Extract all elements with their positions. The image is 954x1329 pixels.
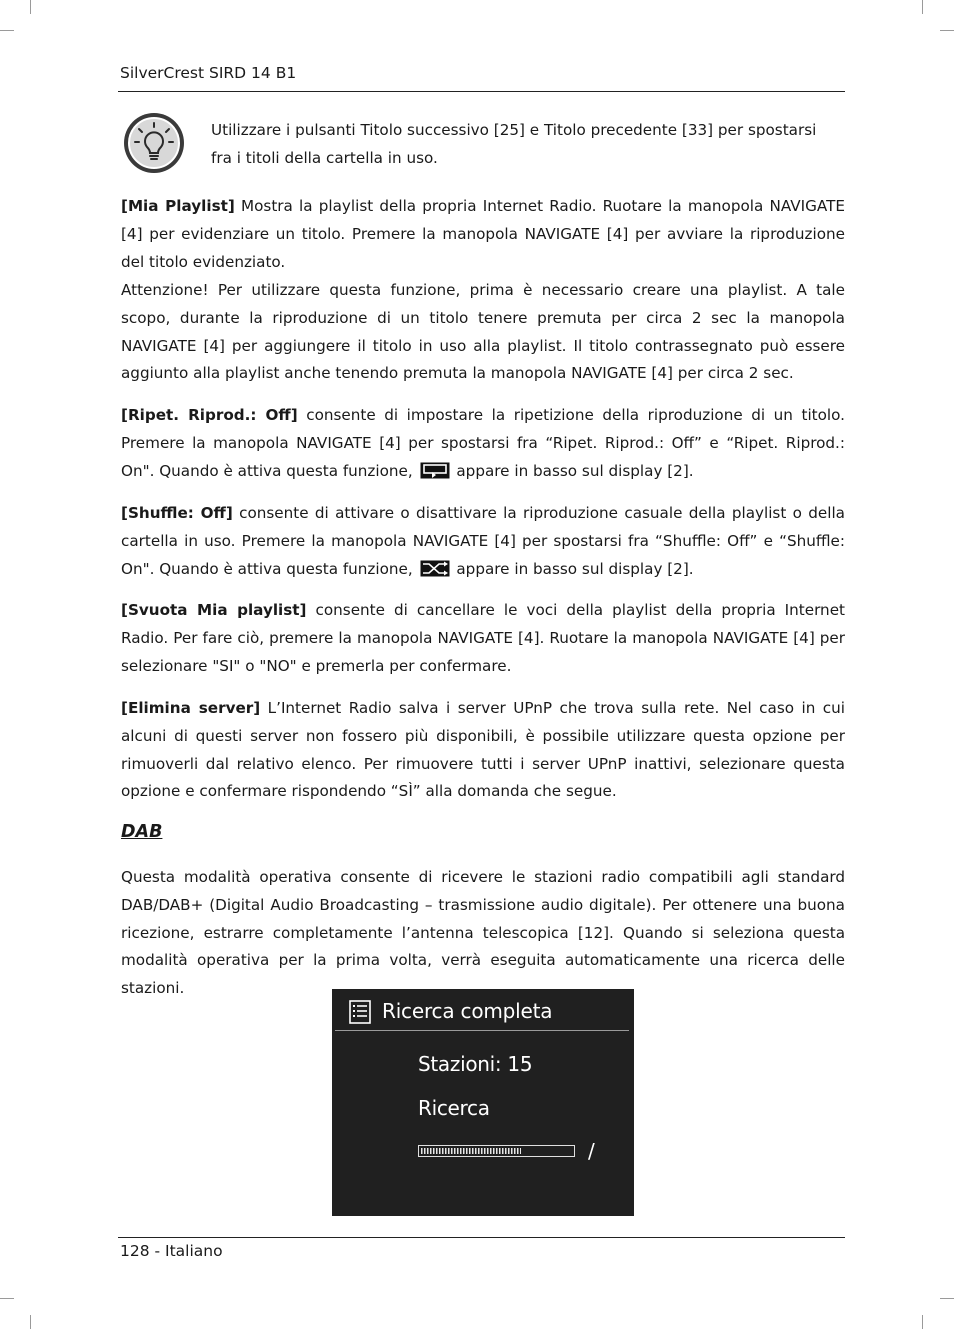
repeat-icon [420,462,450,479]
crop-mark [922,0,923,14]
radio-display [332,989,634,1216]
shuffle-paragraph [121,500,845,583]
repeat-text-after: appare in basso sul display [2]. [451,461,694,480]
shuffle-text-after: appare in basso sul display [2]. [451,559,694,578]
display-stations: Stazioni: 15 [418,1052,533,1076]
dab-paragraph: Questa modalità operativa consente di ricevere le stazioni radio compatibili agli standard DAB/DAB+ (Digital Audio Broadcasting – trasmissione audio digitale). Per ottenere una buona ricezione, estrarre completamente l’antenna telescopica [12]. Quando si seleziona questa modalità operativa per la prima volta, verrà eseguita automaticamente una ricerca delle stazioni. [121,868,845,998]
shuffle-text: consente di attivare o disattivare la riproduzione casuale della playlist o della cartella in uso. Premere la manopola NAVIGATE [4] per spostarsi fra “Shuffle: Off” e “Shuffle: On". Quando è attiva questa funzione, [121,504,845,578]
shuffle-icon [420,560,450,577]
scan-spinner: / [588,1139,595,1163]
crop-mark [30,0,31,14]
crop-mark [922,1315,923,1329]
footer-page-number: 128 - Italiano [120,1242,223,1260]
clear-playlist-text: consente di cancellare le voci della playlist della propria Internet Radio. Per fare ciò, premere la manopola NAVIGATE [4]. Ruotare la manopola NAVIGATE [4] per selezionare "SI" o "NO" e premerla per confermare. [121,601,845,675]
header-rule [118,91,845,92]
crop-mark [0,1298,14,1299]
repeat-paragraph [121,402,845,485]
mia-playlist-paragraph [121,193,845,276]
mia-playlist-term: [Mia Playlist] [121,197,235,215]
lightbulb-icon [122,111,186,175]
dab-section-title: DAB [121,822,163,842]
clear-playlist-term: [Svuota Mia playlist] [121,601,307,619]
display-title: Ricerca completa [382,999,553,1023]
repeat-term: [Ripet. Riprod.: Off] [121,406,298,424]
crop-mark [0,30,14,31]
scan-progress-fill [421,1148,521,1154]
delete-server-text: L’Internet Radio salva i server UPnP che trova sulla rete. Nel caso in cui alcuni di questi server non fossero più disponibili, è possibile utilizzare questa opzione per rimuoverli dal relativo elenco. Per rimuovere tutti i server UPnP inattivi, selezionare questa opzione e confermare rispondendo “SÌ” alla domanda che segue. [121,699,845,801]
delete-server-paragraph [121,695,845,806]
header-title: SilverCrest SIRD 14 B1 [120,64,297,82]
crop-mark [940,1298,954,1299]
shuffle-term: [Shuffle: Off] [121,504,233,522]
crop-mark [940,30,954,31]
repeat-text: consente di impostare la ripetizione della riproduzione di un titolo. Premere la manopola NAVIGATE [4] per spostarsi fra “Ripet. Riprod.: Off” e “Ripet. Riprod.: On". Quando è attiva questa funzione, [121,406,845,480]
list-icon [349,1000,371,1024]
display-status: Ricerca [418,1096,490,1120]
crop-mark [30,1315,31,1329]
scan-progress-bar [418,1145,575,1157]
playlist-note: Attenzione! Per utilizzare questa funzione, prima è necessario creare una playlist. A tale scopo, durante la riproduzione di un titolo tenere premuta per circa 2 sec la manopola NAVIGATE [4] per aggiungere il titolo in uso alla playlist. Il titolo contrassegnato può essere aggiunto alla playlist anche tenendo premuta la manopola NAVIGATE [4] per circa 2 sec. [121,281,845,383]
mia-playlist-text: Mostra la playlist della propria Internet Radio. Ruotare la manopola NAVIGATE [4] per evidenziare un titolo. Premere la manopola NAVIGATE [4] per avviare la riproduzione del titolo evidenziato. [121,197,845,271]
clear-playlist-paragraph [121,597,845,680]
display-rule [335,1030,629,1031]
footer-rule [118,1237,845,1238]
tip-text: Utilizzare i pulsanti Titolo successivo [25] e Titolo precedente [33] per spostarsi fra i titoli della cartella in uso. [211,121,817,167]
delete-server-term: [Elimina server] [121,699,261,717]
